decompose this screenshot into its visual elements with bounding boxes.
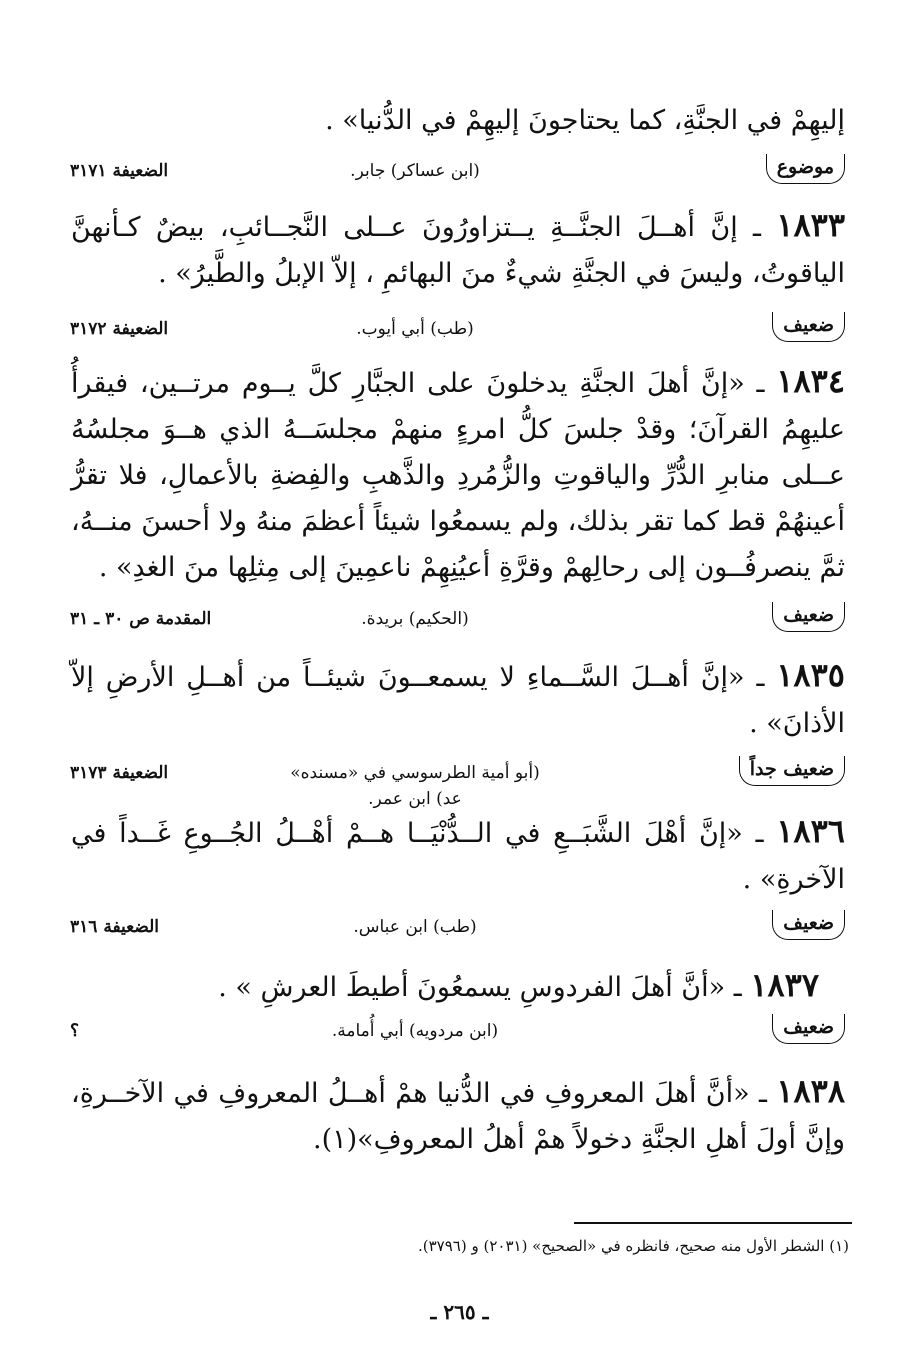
source-line-1835 [70,754,845,809]
hadith-number: ١٨٣٧ [750,966,819,1004]
hadith-number: ١٨٣٦ [776,812,845,850]
hadith-text: ـ «أنَّ أهلَ الفردوسِ يسمعُونَ أطيطَ العرشِ » . [218,972,742,1003]
source-citation: (الحكيم) بريدة. [361,609,469,629]
hadith-text: ـ «أنَّ أهلَ المعروفِ في الدُّنيا همْ أهــلُ المعروفِ في الآخــرةِ، وإنَّ أولَ أهلِ الجنَّةِ دخولاً همْ أهلُ المعروفِ»(١). [71,1078,845,1155]
continuation-text [71,98,845,144]
hadith-number: ١٨٣٨ [776,1072,845,1110]
hadith-text: ـ «إنَّ أهلَ الجنَّةِ يدخلونَ على الجبَّارِ كلَّ يــوم مرتــين، فيقرأُ عليهِمُ القرآنَ؛ وقدْ جلسَ كلُّ امرءٍ منهمْ مجلسَــهُ الذي هــوَ مجلسُهُ عــلى منابرِ الدُّرِّ والياقوتِ والزُّمُردِ والذَّهبِ والفِضةِ بالأعمالِ، فلا تقرُّ أعينهُمْ قط كما تقر بذلك، ولم يسمعُوا شيئاً أعظمَ منهُ ولا أحسنَ منــهُ، ثمَّ ينصرفُــون إلى رحالِهمْ وقرَّةِ أعيُنِهِمْ ناعمِينَ إلى مِثلِها منَ الغدِ» . [71,368,845,583]
source-citation: (طب) ابن عباس. [353,917,477,937]
footnote: (١) الشطر الأول منه صحيح، فانظره في «الصحيح» (٢٠٣١) و (٣٧٩٦). [417,1237,849,1255]
hadith-number: ١٨٣٤ [776,362,845,400]
source-citation: (ابن عساكر) جابر. [350,161,480,181]
hadith-number: ١٨٣٥ [776,656,845,694]
hadith-text: ـ «إنَّ أهــلَ السَّــماءِ لا يسمعــونَ شيئــاً من أهــلِ الأرضِ إلاّ الأذانَ» . [71,662,845,739]
hadith-1835 [71,652,845,747]
source-line-1833 [70,310,845,350]
grade-badge: موضوع [766,154,845,184]
grade-badge: ضعيف [772,910,845,940]
hadith-number: ١٨٣٣ [776,206,845,244]
footnote-divider [574,1222,852,1224]
grade-badge: ضعيف [772,312,845,342]
source-citation: (أبو أمية الطرسوسي في «مسنده» عد) ابن عمر. [290,763,540,809]
hadith-1834 [71,358,845,591]
source-line-1832 [70,152,845,192]
reference: الضعيفة ٣١٧١ [70,161,169,181]
grade-badge: ضعيف [772,602,845,632]
reference: الضعيفة ٣١٧٢ [70,319,169,339]
hadith-1836 [71,808,845,903]
hadith-text: ـ «إنَّ أهْلَ الشَّبَــعِ في الــدُّنْيَــا هــمْ أهْــلُ الجُــوعِ غَــداً في الآخرةِ» . [71,818,845,895]
source-line-1834 [70,600,845,640]
source-line-1836 [70,908,845,948]
source-line-1837 [70,1012,845,1052]
reference: ؟ [70,1021,80,1041]
reference: المقدمة ص ٣٠ ـ ٣١ [70,609,212,629]
grade-badge: ضعيف جداً [739,756,845,786]
page-number: ـ ٢٦٥ ـ [430,1300,489,1324]
hadith-1838 [71,1068,845,1163]
intro-text: إليهِمْ في الجنَّةِ، كما يحتاجونَ إليهِمْ في الدُّنيا» . [325,105,845,136]
grade-badge: ضعيف [772,1014,845,1044]
hadith-text: ـ إنَّ أهــلَ الجنَّــةِ يــتزاورُونَ عــلى النَّجــائبِ، بيضٌ كـأنهنَّ الياقوتُ، وليسَ في الجنَّةِ شيءٌ منَ البهائمِ ، إلاّ الإبلُ والطَّيرُ» . [71,212,845,289]
reference: الضعيفة ٣١٧٣ [70,763,169,783]
source-citation: (طب) أبي أيوب. [356,319,474,339]
reference: الضعيفة ٣١٦ [70,917,160,937]
hadith-1833 [71,202,845,297]
hadith-1837 [71,962,819,1011]
source-citation: (ابن مردويه) أبي أُمامة. [331,1021,499,1041]
